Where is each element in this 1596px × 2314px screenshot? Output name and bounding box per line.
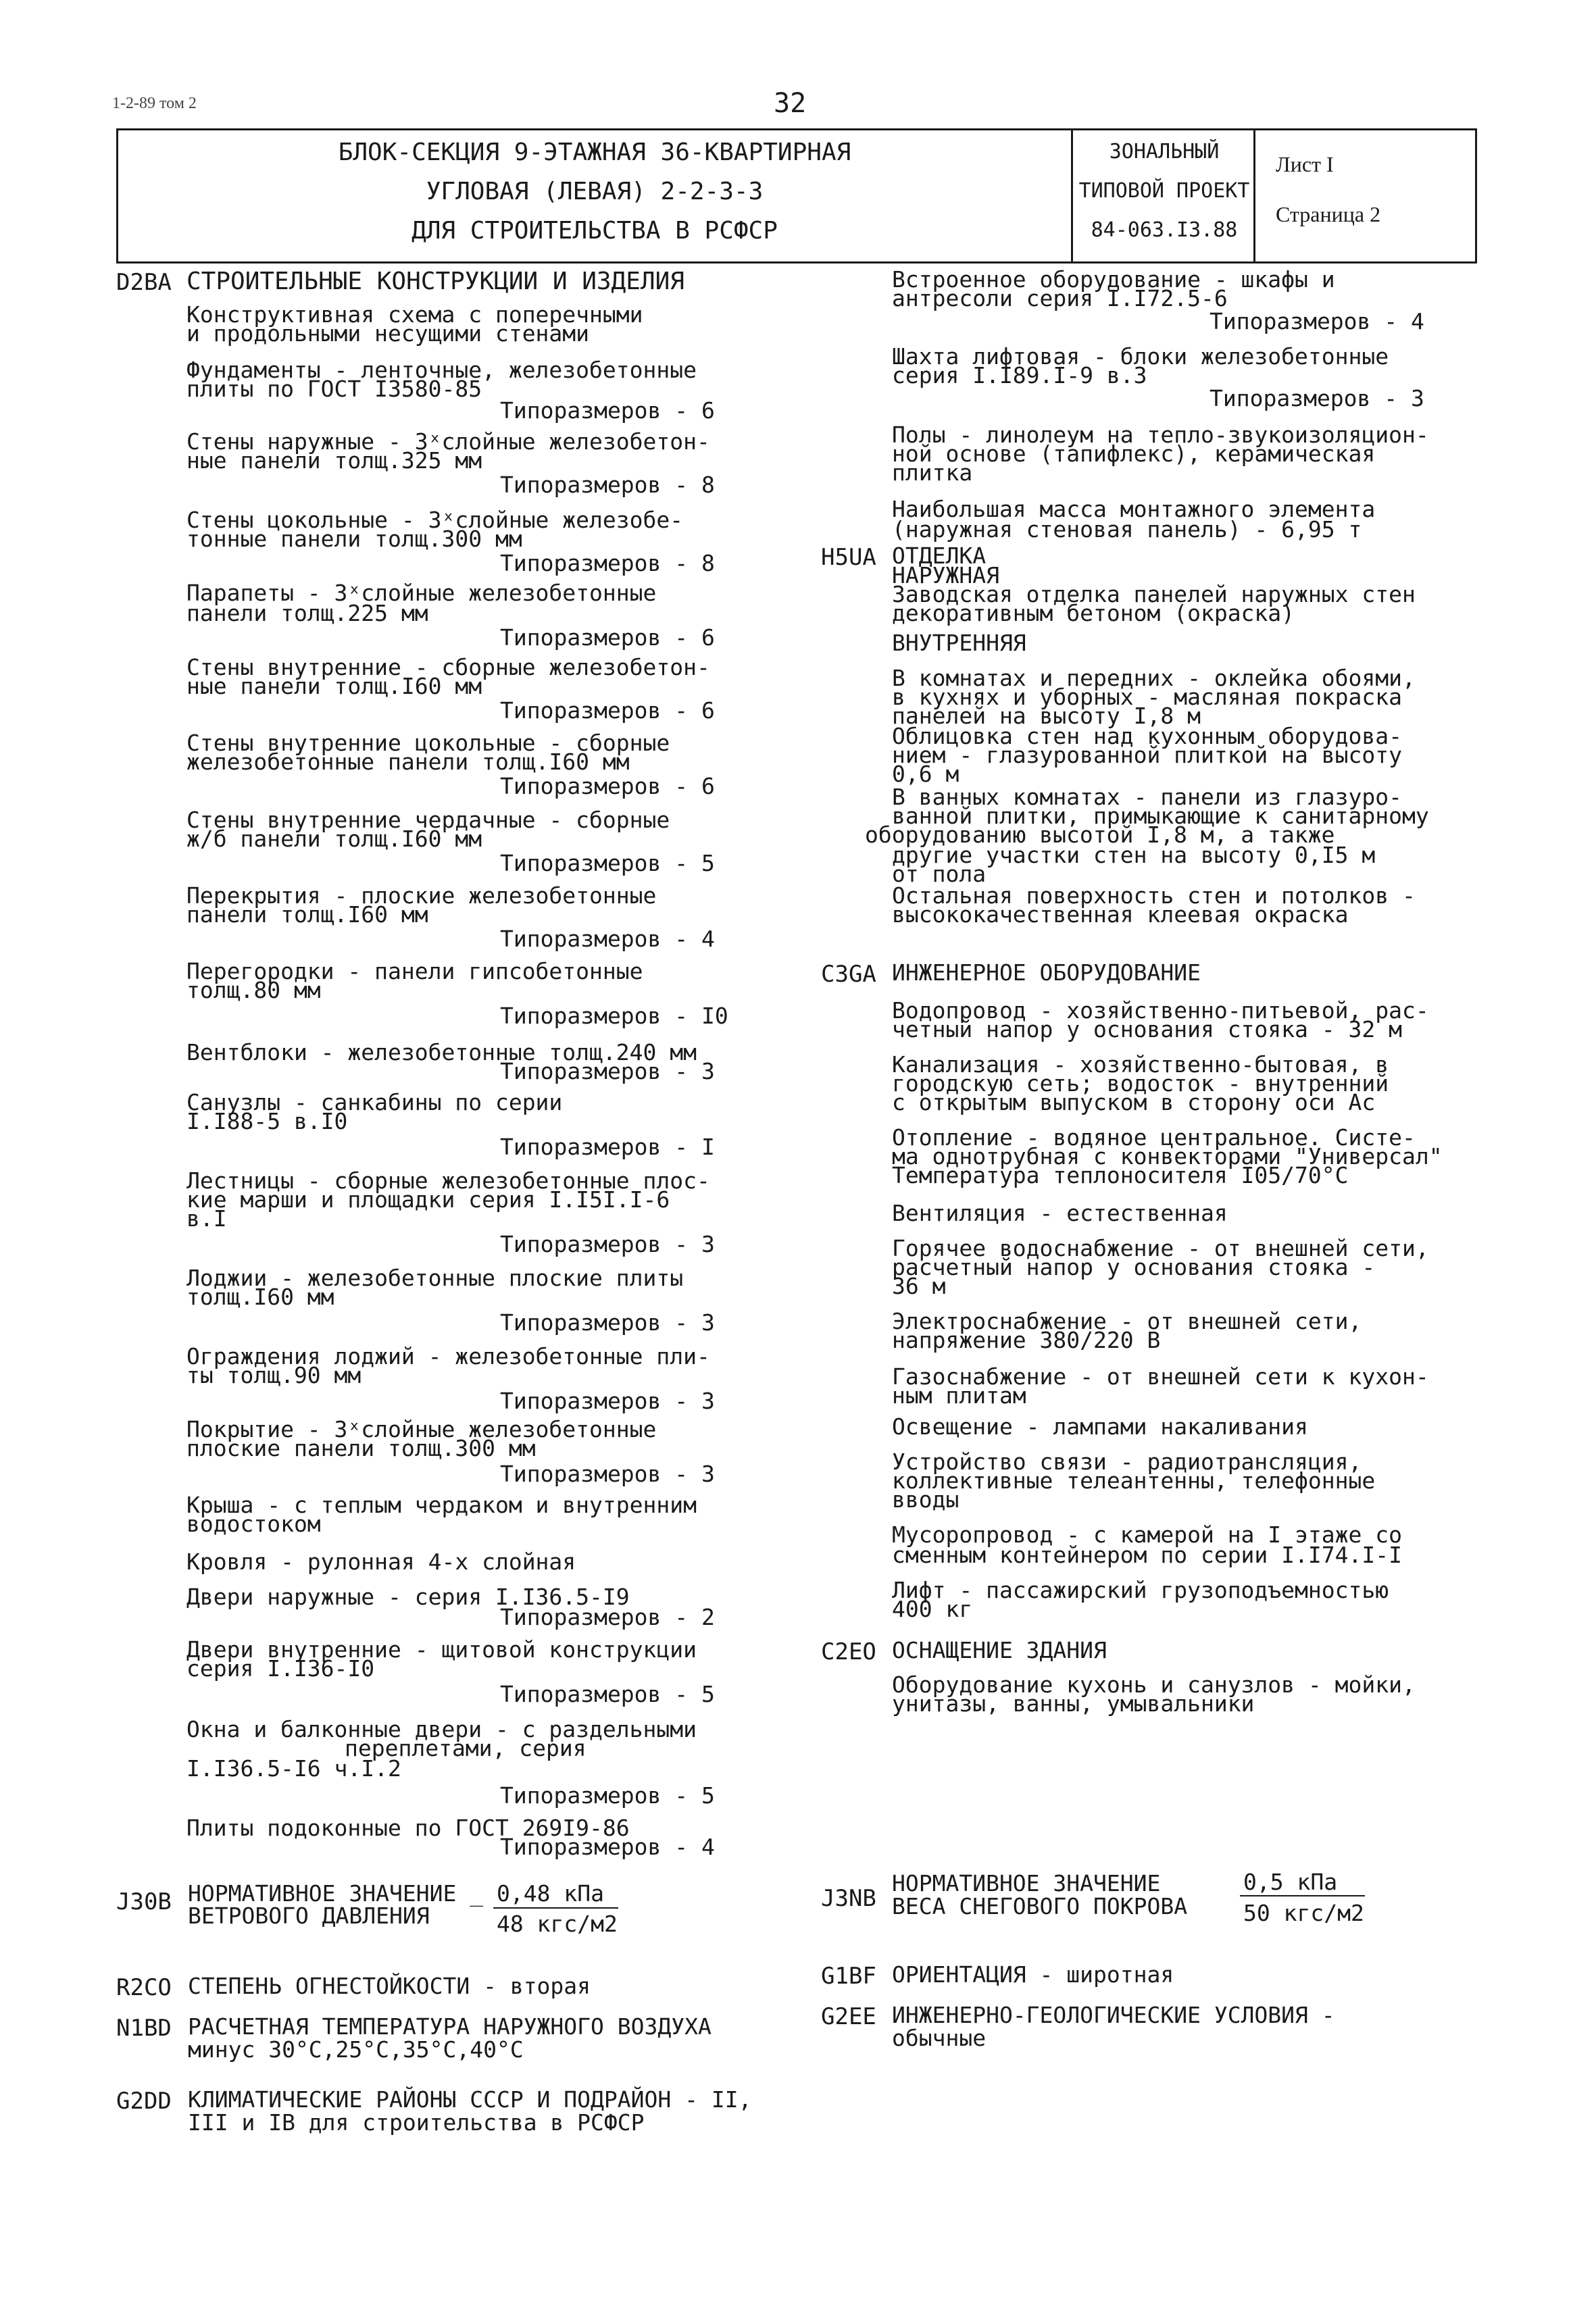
- geology-code: G2EE: [821, 2003, 876, 2030]
- left-lines-line: Типоразмеров - I0: [500, 1003, 728, 1029]
- right-finish-line: декоративным бетоном (окраска): [892, 600, 1295, 626]
- left-lines-line: ные панели толщ.325 мм: [186, 447, 482, 474]
- equipment-code: C2EO: [821, 1638, 876, 1665]
- left-lines-line: Перегородки - панели гипсобетонные: [186, 958, 643, 984]
- wind-value-kpa: 0,48 кПа: [497, 1880, 604, 1907]
- snow-label-2: ВЕСА СНЕГОВОГО ПОКРОВА: [892, 1893, 1188, 1919]
- wind-value-kgs: 48 кгс/м2: [497, 1911, 618, 1937]
- left-lines-line: Типоразмеров - 3: [500, 1058, 715, 1084]
- left-lines-line: в.I: [186, 1205, 227, 1232]
- left-lines-line: кие марши и площадки серия I.I5I.I-6: [186, 1186, 670, 1213]
- right-eng-line: коллективные телеантенны, телефонные: [892, 1467, 1376, 1494]
- left-lines-line: Конструктивная схема с поперечными: [186, 301, 643, 328]
- left-lines-line: Окна и балконные двери - с раздельными: [186, 1716, 697, 1742]
- right-finish-line: нием - глазурованной плиткой на высоту: [892, 742, 1402, 768]
- left-lines-line: Типоразмеров - 5: [500, 850, 715, 876]
- section-code: D2BA: [116, 269, 172, 296]
- right-top-line: Шахта лифтовая - блоки железобетонные: [892, 343, 1389, 370]
- snow-value-kgs: 50 кгс/м2: [1243, 1900, 1364, 1926]
- climate-line-1: КЛИМАТИЧЕСКИЕ РАЙОНЫ СССР И ПОДРАЙОН - II,: [188, 2086, 752, 2113]
- left-lines-line: Стены внутренние цокольные - сборные: [186, 730, 670, 756]
- fire-text: СТЕПЕНЬ ОГНЕСТОЙКОСТИ - вторая: [188, 1973, 591, 1999]
- snow-value-kpa: 0,5 кПа: [1243, 1869, 1338, 1895]
- left-lines-line: ты толщ.90 мм: [186, 1362, 361, 1388]
- fire-code: R2CO: [116, 1974, 172, 2001]
- right-eng-line: 36 м: [892, 1273, 946, 1299]
- left-lines-line: Типоразмеров - 4: [500, 1834, 715, 1860]
- project-cell: [1071, 130, 1255, 261]
- left-lines-line: Ограждения лоджий - железобетонные пли-: [186, 1343, 710, 1369]
- left-lines-line: Стены наружные - 3ˣслойные железобетон-: [186, 428, 710, 455]
- title-main-cell: [118, 130, 1071, 261]
- left-lines-line: переплетами, серия: [345, 1735, 587, 1761]
- orientation-text: ОРИЕНТАЦИЯ - широтная: [892, 1961, 1174, 1988]
- left-lines-line: Типоразмеров - 5: [500, 1681, 715, 1707]
- right-eng-line: сменным контейнером по серии I.I74.I-I: [892, 1542, 1402, 1568]
- left-lines-line: толщ.I60 мм: [186, 1284, 334, 1310]
- page-label: Страница 2: [1276, 202, 1381, 226]
- left-lines-line: Типоразмеров - 8: [500, 550, 715, 576]
- right-top-line: Типоразмеров - 4: [1210, 308, 1424, 334]
- left-lines-line: Перекрытия - плоские железобетонные: [186, 882, 657, 909]
- project-line-1: ЗОНАЛЬНЫЙ: [1109, 140, 1220, 164]
- left-lines-line: Типоразмеров - 6: [500, 697, 715, 724]
- right-eng-line: Лифт - пассажирский грузоподъемностью: [892, 1577, 1389, 1603]
- left-lines-line: Типоразмеров - 3: [500, 1461, 715, 1487]
- right-top-line: Наибольшая масса монтажного элемента: [892, 496, 1376, 522]
- temperature-line-2: минус 30°С,25°С,35°С,40°С: [188, 2036, 524, 2063]
- geology-line-2: обычные: [892, 2025, 987, 2051]
- right-eng-line: Температура теплоносителя I05/70°С: [892, 1162, 1349, 1188]
- section-heading: СТРОИТЕЛЬНЫЕ КОНСТРУКЦИИ И ИЗДЕЛИЯ: [186, 268, 684, 295]
- right-eng-line: Устройство связи - радиотрансляция,: [892, 1449, 1362, 1475]
- left-lines-line: Плиты подоконные по ГОСТ 269I9-86: [186, 1815, 630, 1841]
- right-finish-line: 0,6 м: [892, 761, 959, 787]
- right-top-line: Встроенное оборудование - шкафы и: [892, 266, 1335, 293]
- climate-code: G2DD: [116, 2088, 172, 2115]
- finish-code: H5UA: [821, 544, 876, 571]
- left-lines-line: I.I88-5 в.I0: [186, 1108, 348, 1134]
- left-lines-line: Вентблоки - железобетонные толщ.240 мм: [186, 1039, 697, 1065]
- right-eng-line: Освещение - лампами накаливания: [892, 1413, 1308, 1440]
- right-top-line: Полы - линолеум на тепло-звукоизоляцион-: [892, 422, 1429, 448]
- right-finish-line: ВНУТРЕННЯЯ: [892, 630, 1026, 656]
- left-lines-line: Двери наружные - серия I.I36.5-I9: [186, 1584, 630, 1610]
- right-finish-line: В комнатах и передних - оклейка обоями,: [892, 665, 1416, 691]
- left-lines-line: Санузлы - санкабины по серии: [186, 1089, 563, 1115]
- title-line-2: УГЛОВАЯ (ЛЕВАЯ) 2-2-3-3: [426, 178, 764, 205]
- left-lines-line: Типоразмеров - 6: [500, 397, 715, 424]
- document-reference: 1-2-89 том 2: [112, 95, 197, 112]
- right-finish-line: панелей на высоту I,8 м: [892, 703, 1201, 729]
- right-eng-line: напряжение 380/220 В: [892, 1327, 1161, 1353]
- project-line-2: ТИПОВОЙ ПРОЕКТ: [1078, 179, 1250, 203]
- right-top-line: (наружная стеновая панель) - 6,95 т: [892, 516, 1362, 543]
- left-lines-line: Типоразмеров - 2: [500, 1604, 715, 1630]
- title-line-1: БЛОК-СЕКЦИЯ 9-ЭТАЖНАЯ 36-КВАРТИРНАЯ: [338, 139, 851, 166]
- left-lines-line: Типоразмеров - 4: [500, 926, 715, 952]
- right-eng-line: Горячее водоснабжение - от внешней сети,: [892, 1235, 1429, 1261]
- right-eng-line: расчетный напор у основания стояка -: [892, 1254, 1376, 1280]
- right-finish-line: Заводская отделка панелей наружных стен: [892, 581, 1416, 607]
- right-eng-line: вводы: [892, 1486, 959, 1513]
- left-lines-line: Типоразмеров - I: [500, 1134, 715, 1160]
- project-code: 84-063.I3.88: [1091, 218, 1238, 242]
- left-lines-line: Лестницы - сборные железобетонные плос-: [186, 1167, 710, 1194]
- right-finish-line: В ванных комнатах - панели из глазуро-: [892, 784, 1402, 810]
- right-top-line: ной основе (тапифлекс), керамическая: [892, 441, 1376, 467]
- left-lines-line: ж/б панели толщ.I60 мм: [186, 826, 482, 852]
- title-line-3: ДЛЯ СТРОИТЕЛЬСТВА В РСФСР: [412, 217, 778, 245]
- right-eng-line: четный напор у основания стояка - 32 м: [892, 1016, 1402, 1042]
- right-finish-line: высококачественная клеевая окраска: [892, 901, 1349, 928]
- left-lines-line: Типоразмеров - 8: [500, 472, 715, 498]
- right-finish-line: оборудованию высотой I,8 м, а также: [865, 822, 1335, 848]
- wind-fraction-line: [493, 1907, 618, 1909]
- left-lines-line: тонные панели толщ.300 мм: [186, 526, 522, 552]
- sheet-label: Лист I: [1276, 152, 1334, 176]
- left-lines-line: толщ.80 мм: [186, 977, 321, 1003]
- right-finish-line: в кухнях и уборных - масляная покраска: [892, 684, 1402, 710]
- left-lines-line: Лоджии - железобетонные плоские плиты: [186, 1265, 684, 1291]
- sheet-cell: [1253, 130, 1475, 261]
- snow-fraction-line: [1240, 1895, 1365, 1896]
- right-finish-line: НАРУЖНАЯ: [892, 562, 999, 588]
- right-eng-line: городскую сеть; водосток - внутренний: [892, 1070, 1389, 1097]
- left-lines-line: Крыша - с теплым чердаком и внутренним: [186, 1492, 697, 1518]
- right-eng-line: ным плитам: [892, 1382, 1026, 1409]
- right-finish-line: от пола: [892, 861, 987, 887]
- right-eng-line: Водопровод - хозяйственно-питьевой, рас-: [892, 997, 1429, 1024]
- left-lines-line: панели толщ.225 мм: [186, 600, 428, 626]
- left-lines-line: Двери внутренние - щитовой конструкции: [186, 1636, 697, 1663]
- left-lines-line: Типоразмеров - 3: [500, 1309, 715, 1336]
- right-top-line: плитка: [892, 459, 973, 486]
- right-finish-line: ванной плитки, примыкающие к санитарному: [892, 803, 1429, 829]
- right-eng-line: Мусоропровод - с камерой на I этаже со: [892, 1521, 1402, 1548]
- left-lines-line: плиты по ГОСТ I3580-85: [186, 376, 482, 402]
- left-lines-line: Фундаменты - ленточные, железобетонные: [186, 357, 697, 383]
- left-lines-line: Кровля - рулонная 4-х слойная: [186, 1549, 576, 1575]
- right-equip-line: унитазы, ванны, умывальники: [892, 1690, 1255, 1717]
- wind-code: J30B: [116, 1888, 172, 1915]
- left-lines-line: плоские панели толщ.300 мм: [186, 1435, 536, 1461]
- snow-label-1: НОРМАТИВНОЕ ЗНАЧЕНИЕ: [892, 1870, 1161, 1896]
- geology-line-1: ИНЖЕНЕРНО-ГЕОЛОГИЧЕСКИЕ УСЛОВИЯ -: [892, 2002, 1335, 2028]
- right-eng-line: Вентиляция - естественная: [892, 1200, 1228, 1226]
- wind-label-1: НОРМАТИВНОЕ ЗНАЧЕНИЕ _: [188, 1880, 484, 1907]
- right-eng-line: Газоснабжение - от внешней сети к кухон-: [892, 1363, 1429, 1390]
- right-eng-line: Канализация - хозяйственно-бытовая, в: [892, 1051, 1389, 1078]
- temperature-code: N1BD: [116, 2015, 172, 2042]
- left-lines-line: железобетонные панели толщ.I60 мм: [186, 749, 630, 775]
- equipment-heading: ОСНАЩЕНИЕ ЗДАНИЯ: [892, 1637, 1107, 1663]
- right-eng-line: ма однотрубная с конвекторами "Универсал": [892, 1143, 1443, 1169]
- left-lines-line: I.I36.5-I6 ч.I.2: [186, 1755, 401, 1782]
- page-number: 32: [774, 88, 807, 119]
- right-top-line: антресоли серия I.I72.5-6: [892, 285, 1228, 311]
- engineering-code: C3GA: [821, 961, 876, 988]
- left-lines-line: и продольными несущими стенами: [186, 320, 590, 347]
- left-lines-line: серия I.I36-I0: [186, 1655, 375, 1682]
- left-lines-line: Типоразмеров - 6: [500, 773, 715, 799]
- left-lines-line: Типоразмеров - 6: [500, 624, 715, 651]
- finish-heading: ОТДЕЛКА: [892, 543, 987, 569]
- left-lines-line: Парапеты - 3ˣслойные железобетонные: [186, 580, 657, 606]
- right-finish-line: другие участки стен на высоту 0,I5 м: [892, 842, 1376, 868]
- right-finish-line: Облицовка стен над кухонным оборудова-: [892, 723, 1402, 749]
- right-top-line: серия I.I89.I-9 в.3: [892, 362, 1147, 388]
- right-top-line: Типоразмеров - 3: [1210, 385, 1424, 411]
- right-finish-line: Остальная поверхность стен и потолков -: [892, 882, 1416, 909]
- snow-code: J3NB: [821, 1885, 876, 1912]
- engineering-heading: ИНЖЕНЕРНОЕ ОБОРУДОВАНИЕ: [892, 959, 1201, 986]
- left-lines-line: Стены внутренние - сборные железобетон-: [186, 654, 710, 680]
- title-block: [116, 128, 1477, 263]
- climate-line-2: III и IВ для строительства в РСФСР: [188, 2109, 645, 2136]
- left-lines-line: ные панели толщ.I60 мм: [186, 673, 482, 699]
- right-equip-line: Оборудование кухонь и санузлов - мойки,: [892, 1671, 1416, 1698]
- orientation-code: G1BF: [821, 1963, 876, 1990]
- left-lines-line: Типоразмеров - 3: [500, 1388, 715, 1414]
- left-lines-line: Типоразмеров - 3: [500, 1231, 715, 1257]
- wind-label-2: ВЕТРОВОГО ДАВЛЕНИЯ: [188, 1903, 430, 1929]
- left-lines-line: Стены внутренние чердачные - сборные: [186, 807, 670, 833]
- left-lines-line: Стены цокольные - 3ˣслойные железобе-: [186, 507, 684, 533]
- right-eng-line: Электроснабжение - от внешней сети,: [892, 1308, 1362, 1334]
- right-eng-line: 400 кг: [892, 1596, 973, 1622]
- left-lines-line: Типоразмеров - 5: [500, 1782, 715, 1809]
- left-lines-line: водостоком: [186, 1511, 321, 1537]
- right-eng-line: с открытым выпуском в сторону оси Ас: [892, 1089, 1376, 1115]
- right-eng-line: Отопление - водяное центральное. Систе-: [892, 1124, 1416, 1151]
- temperature-line-1: РАСЧЕТНАЯ ТЕМПЕРАТУРА НАРУЖНОГО ВОЗДУХА: [188, 2013, 712, 2040]
- left-lines-line: Покрытие - 3ˣслойные железобетонные: [186, 1416, 657, 1442]
- left-lines-line: панели толщ.I60 мм: [186, 901, 428, 928]
